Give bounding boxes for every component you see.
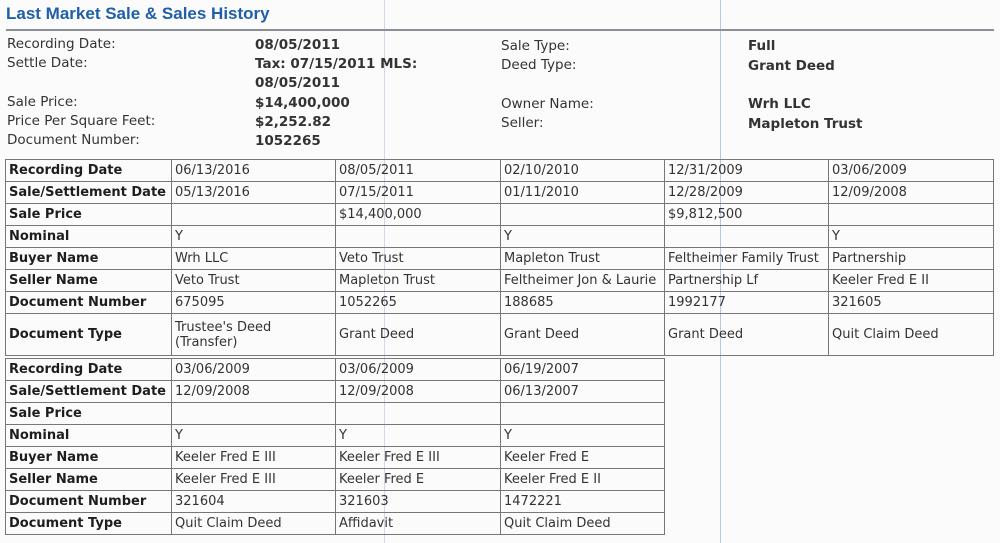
- table-cell: 1992177: [665, 292, 829, 314]
- row-label: Seller Name: [6, 270, 172, 292]
- table-cell: 675095: [172, 292, 336, 314]
- table-cell: Mapleton Trust: [336, 270, 501, 292]
- table-cell: Keeler Fred E III: [172, 447, 336, 469]
- sale-price-value: $14,400,000: [255, 95, 350, 111]
- table-cell: Y: [336, 425, 501, 447]
- table-cell: $14,400,000: [336, 204, 501, 226]
- table-cell: Keeler Fred E III: [172, 469, 336, 491]
- table-cell: [665, 226, 829, 248]
- table-cell: Trustee's Deed (Transfer): [172, 314, 336, 356]
- table-cell: 188685: [501, 292, 665, 314]
- table-cell: 321604: [172, 491, 336, 513]
- table-cell: Keeler Fred E: [336, 469, 501, 491]
- table-cell: 321605: [829, 292, 994, 314]
- table-cell: Quit Claim Deed: [501, 513, 665, 535]
- row-label: Document Number: [6, 491, 172, 513]
- row-label: Buyer Name: [6, 248, 172, 270]
- table-cell: 02/10/2010: [501, 160, 665, 182]
- table-cell: [336, 403, 501, 425]
- table-cell: Veto Trust: [336, 248, 501, 270]
- table-cell: 12/09/2008: [829, 182, 994, 204]
- deed-type-value: Grant Deed: [748, 58, 835, 74]
- owner-name-value: Wrh LLC: [748, 96, 811, 112]
- row-label: Sale/Settlement Date: [6, 381, 172, 403]
- table-cell: 03/06/2009: [336, 359, 501, 381]
- row-label: Recording Date: [6, 160, 172, 182]
- sale-price-label: Sale Price:: [7, 94, 78, 110]
- recording-date-label: Recording Date:: [7, 36, 116, 52]
- row-label: Sale Price: [6, 204, 172, 226]
- table-cell: Grant Deed: [336, 314, 501, 356]
- table-cell: 12/09/2008: [336, 381, 501, 403]
- section-title: Last Market Sale & Sales History: [6, 4, 270, 23]
- table-cell: [501, 403, 665, 425]
- table-cell: Feltheimer Jon & Laurie: [501, 270, 665, 292]
- recording-date-value: 08/05/2011: [255, 37, 341, 53]
- table-cell: Y: [172, 226, 336, 248]
- table-cell: [172, 403, 336, 425]
- sale-type-value: Full: [748, 38, 776, 54]
- table-row: [6, 204, 994, 226]
- table-cell: Keeler Fred E II: [829, 270, 994, 292]
- table-cell: Y: [172, 425, 336, 447]
- table-cell: 06/19/2007: [501, 359, 665, 381]
- table-cell: Y: [501, 425, 665, 447]
- sales-history-table-2: [5, 358, 665, 535]
- table-row: [6, 381, 665, 403]
- table-row: [6, 160, 994, 182]
- table-cell: 06/13/2016: [172, 160, 336, 182]
- table-row: [6, 292, 994, 314]
- row-label: Recording Date: [6, 359, 172, 381]
- settle-date-label: Settle Date:: [7, 55, 88, 71]
- table-row: [6, 359, 665, 381]
- table-cell: Keeler Fred E III: [336, 447, 501, 469]
- table-cell: Grant Deed: [501, 314, 665, 356]
- price-per-sqft-label: Price Per Square Feet:: [7, 113, 156, 129]
- owner-name-label: Owner Name:: [501, 96, 594, 112]
- table-cell: Grant Deed: [665, 314, 829, 356]
- document-number-value: 1052265: [255, 133, 321, 149]
- row-label: Sale Price: [6, 403, 172, 425]
- table-cell: 12/28/2009: [665, 182, 829, 204]
- row-label: Document Type: [6, 314, 172, 356]
- table-cell: Partnership: [829, 248, 994, 270]
- table-cell: 1472221: [501, 491, 665, 513]
- table-cell: 05/13/2016: [172, 182, 336, 204]
- sale-type-label: Sale Type:: [501, 38, 570, 54]
- table-cell: Quit Claim Deed: [829, 314, 994, 356]
- sales-history-table-1: [5, 159, 994, 356]
- settle-date-value-mls: 08/05/2011: [255, 75, 341, 91]
- table-row: [6, 182, 994, 204]
- table-cell: 12/09/2008: [172, 381, 336, 403]
- table-row: [6, 469, 665, 491]
- table-cell: Partnership Lf: [665, 270, 829, 292]
- table-cell: 01/11/2010: [501, 182, 665, 204]
- table-cell: Y: [501, 226, 665, 248]
- row-label: Buyer Name: [6, 447, 172, 469]
- table-cell: 08/05/2011: [336, 160, 501, 182]
- table-cell: [336, 226, 501, 248]
- table-cell: 03/06/2009: [829, 160, 994, 182]
- table-row: [6, 425, 665, 447]
- table-cell: $9,812,500: [665, 204, 829, 226]
- table-cell: 03/06/2009: [172, 359, 336, 381]
- table-cell: [172, 204, 336, 226]
- table-row: [6, 447, 665, 469]
- table-row: [6, 314, 994, 356]
- table-row: [6, 513, 665, 535]
- price-per-sqft-value: $2,252.82: [255, 114, 332, 130]
- table-cell: 06/13/2007: [501, 381, 665, 403]
- table-cell: Keeler Fred E: [501, 447, 665, 469]
- table-cell: Feltheimer Family Trust: [665, 248, 829, 270]
- last-sale-summary: [0, 35, 1000, 153]
- table-row: [6, 248, 994, 270]
- table-cell: Affidavit: [336, 513, 501, 535]
- table-row: [6, 491, 665, 513]
- table-cell: Mapleton Trust: [501, 248, 665, 270]
- table-cell: Keeler Fred E II: [501, 469, 665, 491]
- row-label: Nominal: [6, 226, 172, 248]
- seller-value: Mapleton Trust: [748, 116, 863, 132]
- table-cell: 12/31/2009: [665, 160, 829, 182]
- row-label: Seller Name: [6, 469, 172, 491]
- table-row: [6, 403, 665, 425]
- table-row: [6, 270, 994, 292]
- row-label: Document Number: [6, 292, 172, 314]
- table-cell: Quit Claim Deed: [172, 513, 336, 535]
- row-label: Nominal: [6, 425, 172, 447]
- document-number-label: Document Number:: [7, 132, 140, 148]
- row-label: Sale/Settlement Date: [6, 182, 172, 204]
- title-divider: [6, 29, 994, 31]
- settle-date-value: Tax: 07/15/2011 MLS:: [255, 56, 418, 72]
- table-cell: [829, 204, 994, 226]
- row-label: Document Type: [6, 513, 172, 535]
- table-cell: 1052265: [336, 292, 501, 314]
- table-row: [6, 226, 994, 248]
- table-cell: Wrh LLC: [172, 248, 336, 270]
- table-cell: 321603: [336, 491, 501, 513]
- table-cell: [501, 204, 665, 226]
- seller-label: Seller:: [501, 115, 544, 131]
- deed-type-label: Deed Type:: [501, 57, 577, 73]
- table-cell: 07/15/2011: [336, 182, 501, 204]
- table-cell: Y: [829, 226, 994, 248]
- table-cell: Veto Trust: [172, 270, 336, 292]
